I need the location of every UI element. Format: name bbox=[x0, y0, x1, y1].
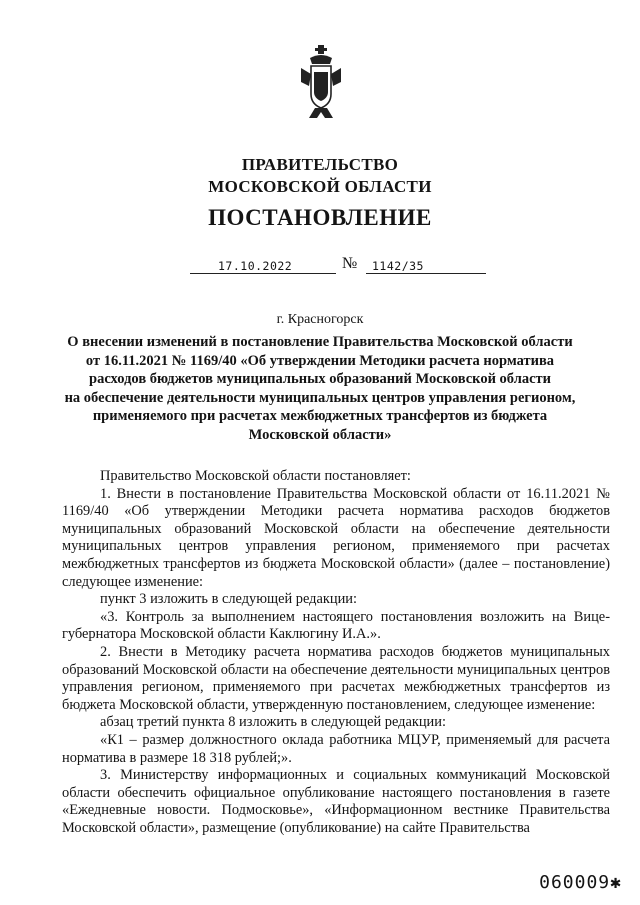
asterisk-mark: ✱ bbox=[610, 872, 622, 893]
body-paragraph: «К1 – размер должностного оклада работника МЦУР, применяемый для расчета норматива в размере 18 318 рублей;». bbox=[62, 731, 610, 766]
body-paragraph: пункт 3 изложить в следующей редакции: bbox=[100, 591, 357, 608]
document-type: ПОСТАНОВЛЕНИЕ bbox=[208, 205, 432, 230]
document-title bbox=[0, 333, 640, 444]
serial-number: 060009 bbox=[539, 872, 611, 893]
title-line: О внесении изменений в постановление Правительства Московской области bbox=[67, 334, 573, 350]
title-line: применяемого при расчетах межбюджетных трансфертов из бюджета bbox=[92, 408, 548, 424]
body-paragraph: Правительство Московской области постановляет: bbox=[100, 468, 411, 484]
government-name bbox=[0, 154, 640, 198]
coat-of-arms-icon bbox=[298, 42, 344, 122]
number-sign: № bbox=[342, 255, 358, 272]
body-paragraph: 2. Внести в Методику расчета норматива расходов бюджетов муниципальных образований Московской области на обеспечение деятельности муниципальных центров управления регионом, применяемого при расчетах межбюджетных трансфертов из бюджета Московской области, утвержденную постановлением, следующее изменение: bbox=[62, 643, 610, 713]
body-paragraph: «3. Контроль за выполнением настоящего постановления возложить на Вице-губернатора Московской области Каклюгину И.А.». bbox=[62, 608, 610, 643]
document-body bbox=[62, 468, 610, 837]
title-line: расходов бюджетов муниципальных образований Московской области bbox=[89, 371, 551, 387]
title-line: от 16.11.2021 № 1169/40 «Об утверждении Методики расчета норматива bbox=[85, 352, 555, 369]
body-paragraph: 3. Министерству информационных и социальных коммуникаций Московской области обеспечить официальное опубликование настоящего постановления в газете «Ежедневные новости. Подмосковье», «Информационном вестнике Правительства Московской области», размещение (опубликование) на сайте Правительства bbox=[62, 767, 610, 836]
body-paragraph: 1. Внести в постановление Правительства Московской области от 16.11.2021 № 1169/40 «Об утверждении Методики расчета норматива расходов бюджетов муниципальных образований Московской области на обеспечение деятельности муниципальных центров управления регионом, применяемого при расчетах межбюджетных трансфертов из бюджета Московской области» (далее – постановление) следующее изменение: bbox=[62, 485, 610, 590]
city: г. Красногорск bbox=[276, 312, 364, 327]
org-line-2: МОСКОВСКОЙ ОБЛАСТИ bbox=[208, 177, 432, 196]
document-date: 17.10.2022 bbox=[218, 259, 293, 273]
document-number: 1142/35 bbox=[372, 259, 424, 273]
body-paragraph: абзац третий пункта 8 изложить в следующей редакции: bbox=[100, 714, 446, 731]
org-line-1: ПРАВИТЕЛЬСТВО bbox=[241, 155, 399, 174]
serial-stamp bbox=[539, 872, 622, 893]
title-line: Московской области» bbox=[248, 426, 392, 443]
title-line: на обеспечение деятельности муниципальных центров управления регионом, bbox=[64, 389, 576, 406]
